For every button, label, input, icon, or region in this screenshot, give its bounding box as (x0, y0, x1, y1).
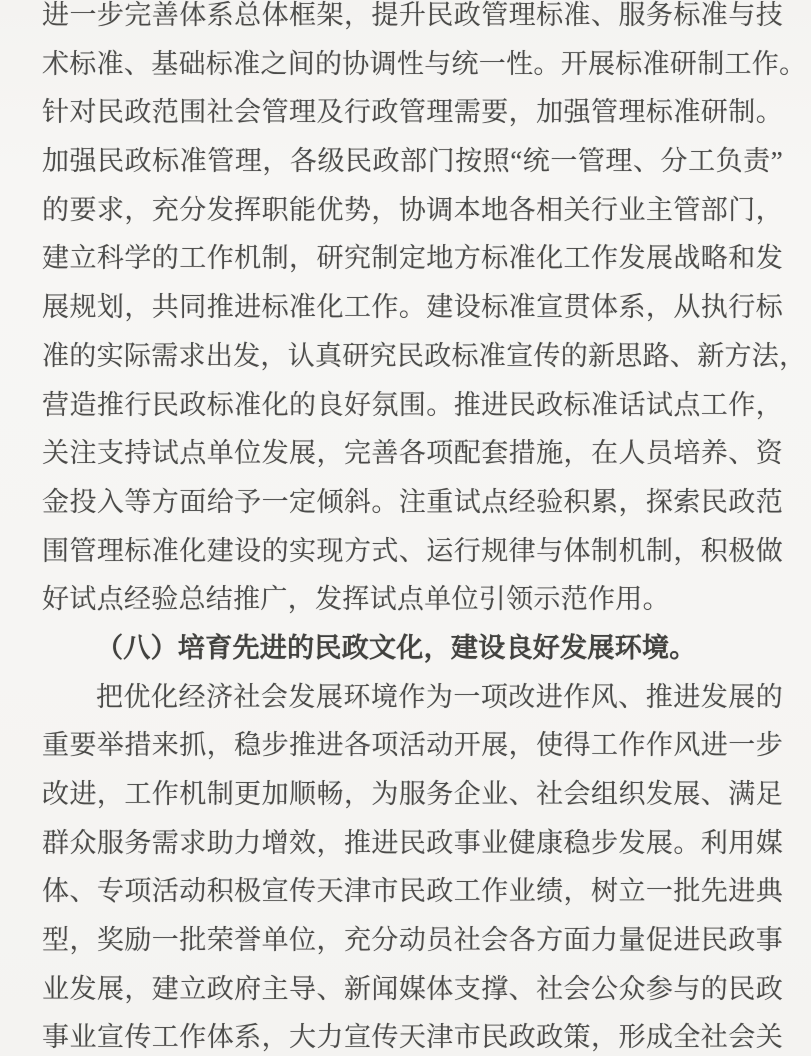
text-line: 进一步完善体系总体框架，提升民政管理标准、服务标准与技 (42, 0, 783, 30)
text-line: 建立科学的工作机制，研究制定地方标准化工作发展战略和发 (42, 243, 783, 274)
text-line: 改进，工作机制更加顺畅，为服务企业、社会组织发展、满足 (42, 779, 783, 809)
text-line: 加强民政标准管理，各级民政部门按照“统一管理、分工负责” (42, 146, 783, 177)
page-text-block (42, 0, 807, 1056)
text-line: 针对民政范围社会管理及行政管理需要，加强管理标准研制。 (42, 97, 783, 128)
section-heading: （八）培育先进的民政文化，建设良好发展环境。 (96, 632, 697, 663)
text-line: 体、专项活动积极宣传天津市民政工作业绩，树立一批先进典 (42, 876, 783, 907)
text-line: 关注支持试点单位发展，完善各项配套措施，在人员培养、资 (42, 438, 783, 469)
text-line: 展规划，共同推进标准化工作。建设标准宣贯体系，从执行标 (42, 292, 783, 323)
text-line: 型，奖励一批荣誉单位，充分动员社会各方面力量促进民政事 (42, 925, 783, 956)
text-line: 群众服务需求助力增效，推进民政事业健康稳步发展。利用媒 (42, 827, 783, 858)
text-line: 事业宣传工作体系，大力宣传天津市民政政策，形成全社会关 (42, 1022, 783, 1053)
text-line: 业发展，建立政府主导、新闻媒体支撑、社会公众参与的民政 (42, 973, 783, 1004)
text-line: 准的实际需求出发，认真研究民政标准宣传的新思路、新方法， (42, 340, 807, 371)
text-line: 金投入等方面给予一定倾斜。注重试点经验积累，探索民政范 (42, 486, 783, 517)
paragraph-last-line: 好试点经验总结推广，发挥试点单位引领示范作用。 (42, 584, 670, 615)
text-line: 营造推行民政标准化的良好氛围。推进民政标准话试点工作， (42, 389, 783, 420)
text-line: 的要求，充分发挥职能优势，协调本地各相关行业主管部门， (42, 194, 783, 225)
text-line: 围管理标准化建设的实现方式、运行规律与体制机制，积极做 (42, 535, 783, 566)
text-line: 术标准、基础标准之间的协调性与统一性。开展标准研制工作。 (42, 48, 807, 79)
text-line: 重要举措来抓，稳步推进各项活动开展，使得工作作风进一步 (42, 730, 783, 761)
paragraph-first-line: 把优化经济社会发展环境作为一项改进作风、推进发展的 (96, 681, 783, 712)
